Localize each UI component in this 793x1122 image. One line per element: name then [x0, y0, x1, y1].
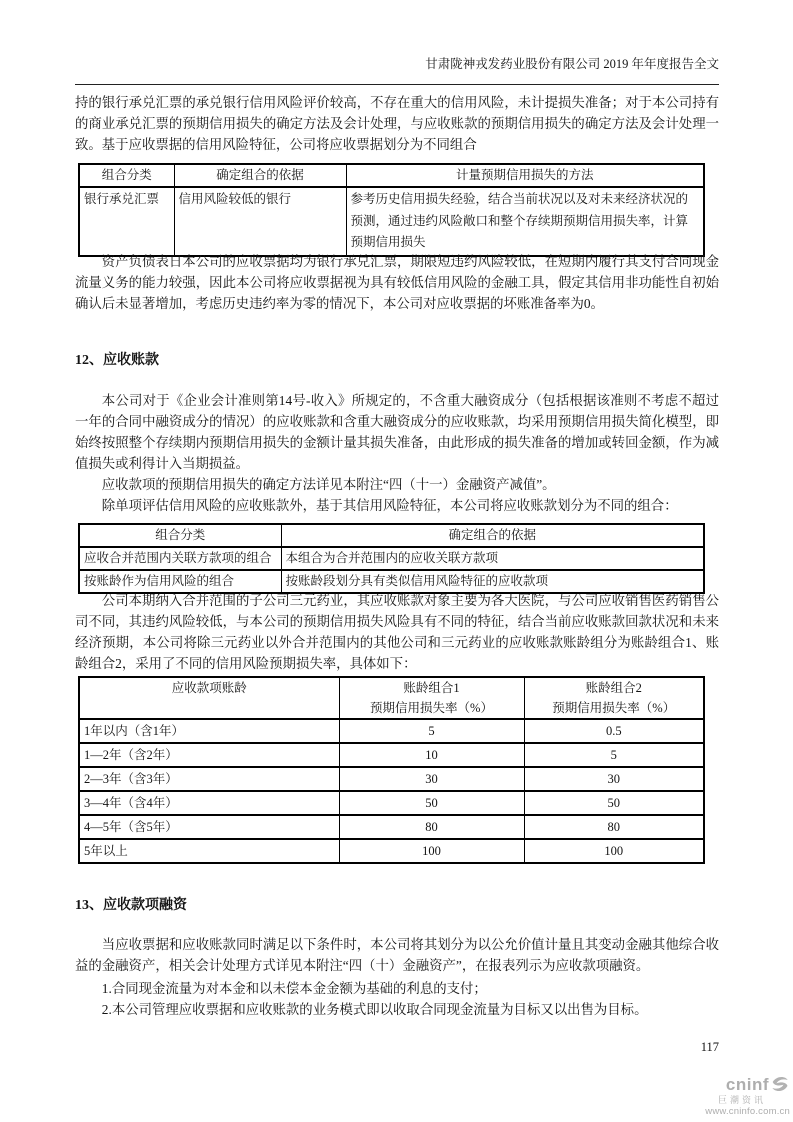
table-header-cell: 组合分类 — [79, 164, 174, 187]
section-13-condition-1 — [75, 978, 719, 999]
paragraph-text: 本公司对于《企业会计准则第14号-收入》所规定的，不含重大融资成分（包括根据该准则不考虑不超过一年的合同中融资成分的情况）的应收账款和含重大融资成分的应收账款，均采用预期信用损失简化模型，即始终按照整个存续期内预期信用损失的金额计量其损失准备，由此形成的损失准备的增加或转回金额，作为减值损失或利得计入当期损益。 — [75, 393, 719, 471]
table-cell: 按账龄段划分具有类似信用风险特征的应收款项 — [281, 570, 704, 593]
table-header-cell — [339, 677, 524, 719]
table-header-row — [79, 524, 704, 547]
section-heading-text: 12、应收账款 — [75, 353, 159, 368]
cninfo-logo-row — [696, 1074, 790, 1094]
table-header-cell: 组合分类 — [79, 524, 281, 547]
group1-label: 账龄组合1 — [403, 681, 460, 695]
table-cell: 100 — [524, 839, 704, 863]
paragraph-text: 应收款项的预期信用损失的确定方法详见本附注“四（十一）金融资产减值”。 — [101, 477, 556, 492]
table-row — [79, 767, 704, 791]
paragraph-bills-conclusion — [75, 251, 719, 314]
table-row — [79, 839, 704, 863]
table-cell: 50 — [524, 791, 704, 815]
section-12-paragraph-1 — [75, 390, 719, 474]
table-cell: 4—5年（含5年） — [79, 815, 339, 839]
section-13-paragraph-1 — [75, 934, 719, 976]
section-13-heading — [75, 897, 719, 915]
table-cell: 5 — [339, 719, 524, 743]
paragraph-text: 2.本公司管理应收票据和应收账款的业务模式即以收取合同现金流量为目标又以出售为目标。 — [101, 1002, 648, 1017]
table-cell: 30 — [524, 767, 704, 791]
group1-rate-label: 预期信用损失率（%） — [370, 701, 493, 715]
table-header-cell: 计量预期信用损失的方法 — [346, 164, 704, 187]
cninfo-logo-word: cninf — [725, 1074, 769, 1094]
table-header-row — [79, 677, 704, 719]
paragraph-text: 公司本期纳入合并范围的子公司三元药业，其应收账款对象主要为各大医院，与公司应收销售医药销售公司不同，其违约风险较低，与本公司的预期信用损失风险具有不同的特征，结合当前应收账款回款状况和未来经济预期，本公司将除三元药业以外合并范围内的其他公司和三元药业的应收账款账龄组分为账龄组合1、账龄组合2，采用了不同的信用风险预期损失率，具体如下： — [75, 593, 719, 671]
bills-portfolio-table — [78, 163, 705, 257]
table-cell: 5年以上 — [79, 839, 339, 863]
table-header-row — [79, 164, 704, 187]
section-13-condition-2 — [75, 999, 719, 1020]
cninfo-logo — [696, 1074, 790, 1117]
table-cell: 参考历史信用损失经验，结合当前状况以及对未来经济状况的预测，通过违约风险敞口和整个存续期预期信用损失率，计算预期信用损失 — [346, 187, 704, 256]
table-cell: 0.5 — [524, 719, 704, 743]
group2-label: 账龄组合2 — [585, 681, 642, 695]
report-header — [75, 56, 719, 85]
table-cell: 本组合为合并范围内的应收关联方款项 — [281, 547, 704, 570]
table-cell: 50 — [339, 791, 524, 815]
section-12-heading — [75, 352, 719, 370]
cninfo-logo-url: www.cninfo.com.cn — [705, 1106, 790, 1117]
table-cell: 1年以内（含1年） — [79, 719, 339, 743]
table-cell: 80 — [339, 815, 524, 839]
paragraph-bills-continued — [75, 92, 719, 155]
table-row — [79, 815, 704, 839]
table-cell: 30 — [339, 767, 524, 791]
cninfo-logo-chinese: 巨潮资讯 — [717, 1095, 766, 1105]
table-header-cell: 确定组合的依据 — [281, 524, 704, 547]
table-cell: 银行承兑汇票 — [79, 187, 174, 256]
paragraph-text: 资产负债表日本公司的应收票据均为银行承兑汇票，期限短违约风险较低，在短期内履行其支付合同现金流量义务的能力较强，因此本公司将应收票据视为具有较低信用风险的金融工具，假定其信用非功能性自初始确认后未显著增加，考虑历史违约率为零的情况下，本公司对应收票据的坏账准备率为0。 — [75, 254, 719, 311]
cninfo-swirl-icon — [770, 1074, 790, 1094]
section-12-paragraph-2 — [75, 474, 719, 495]
paragraph-text: 1.合同现金流量为对本金和以未偿本金金额为基础的利息的支付； — [101, 981, 487, 996]
paragraph-text: 当应收票据和应收账款同时满足以下条件时，本公司将其划分为以公允价值计量且其变动金融其他综合收益的金融资产，相关会计处理方式详见本附注“四（十）金融资产”，在报表列示为应收款项融资。 — [75, 937, 719, 973]
table-row — [79, 547, 704, 570]
group2-rate-label: 预期信用损失率（%） — [552, 701, 676, 715]
aging-loss-rate-table — [78, 676, 705, 864]
table-header-cell: 确定组合的依据 — [174, 164, 346, 187]
page-number: 117 — [700, 1040, 719, 1054]
section-12-paragraph-3 — [75, 495, 719, 516]
paragraph-text: 除单项评估信用风险的应收账款外，基于其信用风险特征，本公司将应收账款划分为不同的组合： — [101, 498, 678, 513]
section-heading-text: 13、应收款项融资 — [75, 898, 187, 913]
table-cell: 2—3年（含3年） — [79, 767, 339, 791]
table-header-cell — [524, 677, 704, 719]
table-cell: 1—2年（含2年） — [79, 743, 339, 767]
table-cell: 100 — [339, 839, 524, 863]
table-cell: 3—4年（含4年） — [79, 791, 339, 815]
table-row — [79, 187, 704, 256]
table-row — [79, 791, 704, 815]
receivables-portfolio-table — [78, 523, 705, 594]
section-12-paragraph-4 — [75, 590, 719, 674]
table-cell: 5 — [524, 743, 704, 767]
table-header-cell — [79, 677, 339, 719]
table-cell: 80 — [524, 815, 704, 839]
table-row — [79, 743, 704, 767]
table-cell: 应收合并范围内关联方款项的组合 — [79, 547, 281, 570]
aging-column-label: 应收款项账龄 — [171, 681, 247, 695]
table-cell: 10 — [339, 743, 524, 767]
paragraph-text: 持的银行承兑汇票的承兑银行信用风险评价较高，不存在重大的信用风险，未计提损失准备；对于本公司持有的商业承兑汇票的预期信用损失的确定方法及会计处理，与应收账款的预期信用损失的确定方法及会计处理一致。基于应收票据的信用风险特征，公司将应收票据划分为不同组合 — [75, 95, 719, 152]
report-title: 甘肃陇神戎发药业股份有限公司 2019 年年度报告全文 — [425, 57, 719, 71]
table-cell: 按账龄作为信用风险的组合 — [79, 570, 281, 593]
table-cell: 信用风险较低的银行 — [174, 187, 346, 256]
table-row — [79, 719, 704, 743]
